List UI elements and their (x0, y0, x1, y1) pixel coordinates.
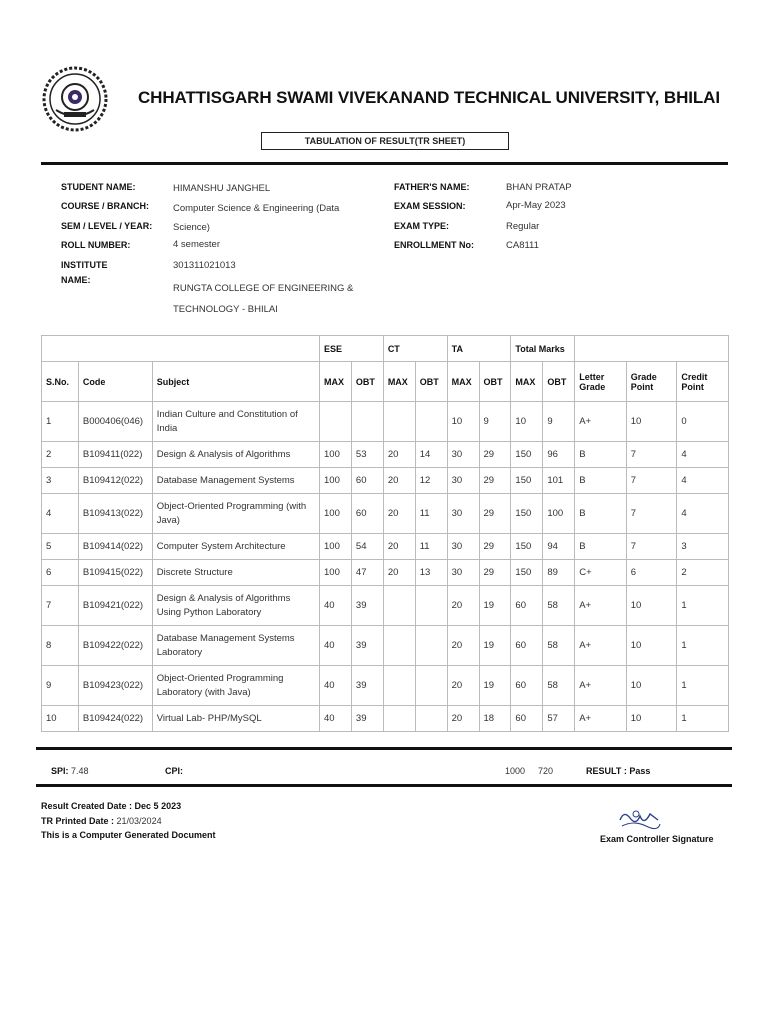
ese-obt-cell: 47 (351, 560, 383, 586)
ct-obt-cell: 11 (415, 534, 447, 560)
total-max-cell: 10 (511, 402, 543, 442)
credit-point-cell: 2 (677, 560, 729, 586)
letter-grade-cell: A+ (575, 666, 627, 706)
ese-max-cell: 100 (320, 468, 352, 494)
credit-point-cell: 1 (677, 706, 729, 732)
printed-value: 21/03/2024 (116, 816, 162, 826)
ta-obt-cell: 19 (479, 586, 511, 626)
col-sno: S.No. (42, 362, 79, 402)
col-ese-obt: OBT (351, 362, 383, 402)
ese-max-cell (320, 402, 352, 442)
grade-point-cell: 7 (626, 534, 677, 560)
code-cell: B109424(022) (78, 706, 152, 732)
grade-point-cell: 6 (626, 560, 677, 586)
cpi-label: CPI: (165, 766, 183, 776)
credit-point-line-2: Point (681, 381, 704, 392)
subject-cell: Discrete Structure (152, 560, 319, 586)
letter-grade-cell: A+ (575, 706, 627, 732)
grade-point-cell: 10 (626, 586, 677, 626)
ct-max-cell: 20 (383, 494, 415, 534)
col-total-obt: OBT (543, 362, 575, 402)
credit-point-cell: 1 (677, 626, 729, 666)
ct-max-cell: 20 (383, 534, 415, 560)
credit-point-line-1: Credit (681, 371, 708, 382)
letter-grade-cell: B (575, 494, 627, 534)
ese-obt-cell: 60 (351, 468, 383, 494)
sno-cell: 7 (42, 586, 79, 626)
grade-point-cell: 7 (626, 494, 677, 534)
institute-label-1: INSTITUTE (61, 260, 108, 270)
total-obt-cell: 58 (543, 666, 575, 706)
col-ct-obt: OBT (415, 362, 447, 402)
ese-obt-cell: 39 (351, 586, 383, 626)
subject-cell: Computer System Architecture (152, 534, 319, 560)
sno-cell: 5 (42, 534, 79, 560)
ct-max-cell (383, 626, 415, 666)
subject-cell: Virtual Lab- PHP/MySQL (152, 706, 319, 732)
spi-value: 7.48 (71, 766, 89, 776)
ct-max-cell (383, 706, 415, 732)
credit-point-cell: 0 (677, 402, 729, 442)
ct-obt-cell: 14 (415, 442, 447, 468)
grade-point-cell: 7 (626, 468, 677, 494)
result-value: Pass (629, 766, 651, 776)
enrollment-label: ENROLLMENT No: (394, 240, 474, 250)
sno-cell: 9 (42, 666, 79, 706)
ct-obt-cell (415, 706, 447, 732)
document-subtitle: TABULATION OF RESULT(TR SHEET) (261, 132, 509, 150)
ese-obt-cell (351, 402, 383, 442)
subject-cell: Object-Oriented Programming (with Java) (152, 494, 319, 534)
ese-obt-cell: 53 (351, 442, 383, 468)
letter-grade-cell: B (575, 468, 627, 494)
printed-label: TR Printed Date : (41, 816, 115, 826)
ct-max-cell (383, 666, 415, 706)
table-group-header (42, 336, 729, 362)
credit-point-cell: 1 (677, 586, 729, 626)
total-max-cell: 60 (511, 706, 543, 732)
total-obt-cell: 58 (543, 626, 575, 666)
result-block (586, 766, 650, 776)
ct-group-header: CT (383, 336, 447, 362)
blank-cell (575, 336, 729, 362)
table-row (42, 666, 729, 706)
course-line-1: Computer Science & Engineering (Data (173, 203, 340, 214)
ta-max-cell: 10 (447, 402, 479, 442)
created-label: Result Created Date : (41, 801, 133, 811)
exam-type-label: EXAM TYPE: (394, 221, 450, 231)
letter-grade-cell: B (575, 534, 627, 560)
ese-max-cell: 40 (320, 586, 352, 626)
ta-max-cell: 30 (447, 442, 479, 468)
university-name: CHHATTISGARH SWAMI VIVEKANAND TECHNICAL UNIVERSITY, BHILAI (138, 88, 720, 107)
institute-label-2: NAME: (61, 275, 91, 285)
letter-grade-cell: A+ (575, 626, 627, 666)
sno-cell: 6 (42, 560, 79, 586)
sem-label: SEM / LEVEL / YEAR: (61, 221, 153, 231)
total-group-header: Total Marks (511, 336, 575, 362)
col-ta-max: MAX (447, 362, 479, 402)
enrollment-number: CA8111 (506, 240, 539, 251)
credit-point-cell: 1 (677, 666, 729, 706)
letter-grade-cell: A+ (575, 402, 627, 442)
total-obtained-marks: 720 (538, 766, 554, 776)
semester: 4 semester (173, 239, 220, 250)
blank-cell (42, 336, 320, 362)
ct-max-cell: 20 (383, 442, 415, 468)
ta-max-cell: 20 (447, 626, 479, 666)
col-ct-max: MAX (383, 362, 415, 402)
letter-grade-line-2: Grade (579, 381, 606, 392)
subject-cell: Design & Analysis of Algorithms Using Python Laboratory (152, 586, 319, 626)
credit-point-cell: 3 (677, 534, 729, 560)
course-line-2: Science) (173, 222, 210, 233)
divider (36, 747, 732, 750)
ta-obt-cell: 9 (479, 402, 511, 442)
ese-obt-cell: 39 (351, 666, 383, 706)
grade-point-cell: 10 (626, 706, 677, 732)
grade-point-line-2: Point (630, 381, 654, 392)
ese-max-cell: 100 (320, 534, 352, 560)
exam-session: Apr-May 2023 (506, 200, 566, 211)
table-row (42, 402, 729, 442)
generated-note: This is a Computer Generated Document (41, 830, 216, 840)
subject-cell: Object-Oriented Programming Laboratory (with Java) (152, 666, 319, 706)
created-value: Dec 5 2023 (134, 801, 182, 811)
spi-block (51, 766, 89, 776)
ta-obt-cell: 29 (479, 534, 511, 560)
sno-cell: 3 (42, 468, 79, 494)
table-row (42, 534, 729, 560)
ese-max-cell: 100 (320, 560, 352, 586)
col-grade-point (626, 362, 677, 402)
father-name-label: FATHER'S NAME: (394, 182, 470, 192)
total-obt-cell: 58 (543, 586, 575, 626)
ese-obt-cell: 39 (351, 706, 383, 732)
total-max-cell: 60 (511, 666, 543, 706)
credit-point-cell: 4 (677, 468, 729, 494)
code-cell: B109421(022) (78, 586, 152, 626)
ese-max-cell: 100 (320, 442, 352, 468)
total-max-cell: 60 (511, 586, 543, 626)
result-created-date (41, 801, 181, 811)
exam-session-label: EXAM SESSION: (394, 201, 466, 211)
subject-cell: Indian Culture and Constitution of India (152, 402, 319, 442)
ct-obt-cell (415, 402, 447, 442)
credit-point-cell: 4 (677, 494, 729, 534)
code-cell: B000406(046) (78, 402, 152, 442)
roll-label: ROLL NUMBER: (61, 240, 131, 250)
total-max-cell: 150 (511, 468, 543, 494)
col-ese-max: MAX (320, 362, 352, 402)
ese-obt-cell: 60 (351, 494, 383, 534)
col-letter-grade (575, 362, 627, 402)
spi-label: SPI: (51, 766, 69, 776)
ta-obt-cell: 29 (479, 494, 511, 534)
subject-cell: Design & Analysis of Algorithms (152, 442, 319, 468)
ta-obt-cell: 19 (479, 626, 511, 666)
table-row (42, 586, 729, 626)
exam-type: Regular (506, 221, 540, 232)
table-row (42, 560, 729, 586)
ct-obt-cell (415, 666, 447, 706)
subject-cell: Database Management Systems (152, 468, 319, 494)
ct-max-cell (383, 402, 415, 442)
signature-scribble-icon (614, 806, 664, 834)
total-max-cell: 150 (511, 560, 543, 586)
code-cell: B109423(022) (78, 666, 152, 706)
table-row (42, 706, 729, 732)
ta-max-cell: 30 (447, 534, 479, 560)
code-cell: B109415(022) (78, 560, 152, 586)
total-obt-cell: 100 (543, 494, 575, 534)
ese-obt-cell: 54 (351, 534, 383, 560)
ta-obt-cell: 29 (479, 468, 511, 494)
total-max-marks: 1000 (505, 766, 526, 776)
col-credit-point (677, 362, 729, 402)
result-table (41, 335, 729, 732)
ta-obt-cell: 29 (479, 560, 511, 586)
letter-grade-cell: B (575, 442, 627, 468)
col-total-max: MAX (511, 362, 543, 402)
result-label: RESULT : (586, 766, 627, 776)
table-column-header (42, 362, 729, 402)
ta-group-header: TA (447, 336, 511, 362)
student-name: HIMANSHU JANGHEL (173, 183, 271, 194)
grade-point-cell: 10 (626, 626, 677, 666)
total-max-cell: 150 (511, 442, 543, 468)
institute-line-2: TECHNOLOGY - BHILAI (173, 304, 278, 315)
credit-point-cell: 4 (677, 442, 729, 468)
sno-cell: 1 (42, 402, 79, 442)
course-label: COURSE / BRANCH: (61, 201, 150, 211)
ese-obt-cell: 39 (351, 626, 383, 666)
father-name: BHAN PRATAP (506, 182, 572, 193)
total-max-cell: 60 (511, 626, 543, 666)
ta-max-cell: 30 (447, 560, 479, 586)
code-cell: B109413(022) (78, 494, 152, 534)
table-row (42, 494, 729, 534)
grade-point-cell: 10 (626, 402, 677, 442)
ct-max-cell: 20 (383, 468, 415, 494)
total-obt-cell: 94 (543, 534, 575, 560)
ese-max-cell: 40 (320, 626, 352, 666)
institute-line-1: RUNGTA COLLEGE OF ENGINEERING & (173, 283, 354, 294)
table-row (42, 626, 729, 666)
tr-printed-date (41, 816, 162, 826)
ta-max-cell: 20 (447, 666, 479, 706)
ct-max-cell (383, 586, 415, 626)
ese-max-cell: 100 (320, 494, 352, 534)
sno-cell: 2 (42, 442, 79, 468)
col-ta-obt: OBT (479, 362, 511, 402)
code-cell: B109411(022) (78, 442, 152, 468)
code-cell: B109414(022) (78, 534, 152, 560)
student-name-label: STUDENT NAME: (61, 182, 136, 192)
ct-obt-cell: 11 (415, 494, 447, 534)
divider (41, 162, 728, 165)
letter-grade-line-1: Letter (579, 371, 605, 382)
ct-obt-cell: 13 (415, 560, 447, 586)
col-subject: Subject (152, 362, 319, 402)
ese-max-cell: 40 (320, 706, 352, 732)
ta-max-cell: 30 (447, 468, 479, 494)
divider (36, 784, 732, 787)
total-obt-cell: 57 (543, 706, 575, 732)
sno-cell: 4 (42, 494, 79, 534)
grade-point-line-1: Grade (630, 371, 657, 382)
sno-cell: 8 (42, 626, 79, 666)
university-seal-icon (42, 66, 108, 132)
letter-grade-cell: C+ (575, 560, 627, 586)
ct-obt-cell (415, 626, 447, 666)
total-max-cell: 150 (511, 534, 543, 560)
total-obt-cell: 9 (543, 402, 575, 442)
grade-point-cell: 7 (626, 442, 677, 468)
total-obt-cell: 101 (543, 468, 575, 494)
exam-controller-signature-label: Exam Controller Signature (600, 834, 714, 844)
total-max-cell: 150 (511, 494, 543, 534)
roll-number: 301311021013 (173, 260, 236, 271)
ese-max-cell: 40 (320, 666, 352, 706)
ta-max-cell: 20 (447, 706, 479, 732)
col-code: Code (78, 362, 152, 402)
ta-obt-cell: 29 (479, 442, 511, 468)
ct-obt-cell (415, 586, 447, 626)
ta-max-cell: 30 (447, 494, 479, 534)
table-row (42, 442, 729, 468)
sno-cell: 10 (42, 706, 79, 732)
ct-obt-cell: 12 (415, 468, 447, 494)
grade-point-cell: 10 (626, 666, 677, 706)
code-cell: B109412(022) (78, 468, 152, 494)
total-obt-cell: 96 (543, 442, 575, 468)
ta-obt-cell: 19 (479, 666, 511, 706)
total-obt-cell: 89 (543, 560, 575, 586)
ta-obt-cell: 18 (479, 706, 511, 732)
ese-group-header: ESE (320, 336, 384, 362)
code-cell: B109422(022) (78, 626, 152, 666)
table-row (42, 468, 729, 494)
letter-grade-cell: A+ (575, 586, 627, 626)
subject-cell: Database Management Systems Laboratory (152, 626, 319, 666)
ta-max-cell: 20 (447, 586, 479, 626)
ct-max-cell: 20 (383, 560, 415, 586)
